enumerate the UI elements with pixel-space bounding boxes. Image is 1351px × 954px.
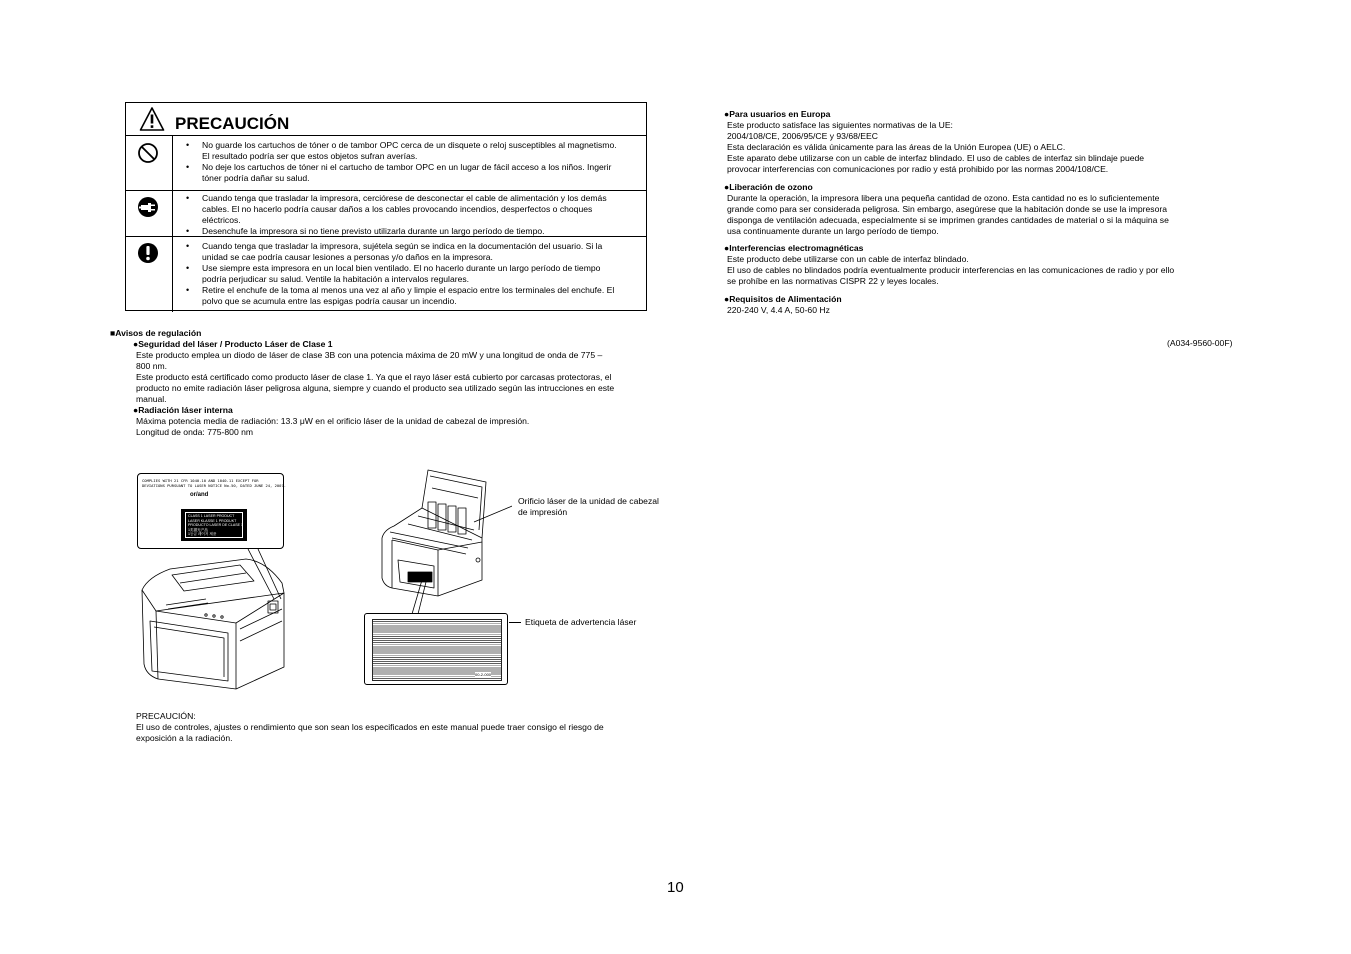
- caution-row-handling: [126, 237, 646, 312]
- emi-text: El uso de cables no blindados podría eventualmente producir interferencias en las comunicaciones de radio y por ello: [727, 265, 1175, 275]
- emi-text: se prohíbe en las normativas CISPR 22 y leyes locales.: [727, 276, 939, 286]
- ozone-heading: ●Liberación de ozono: [724, 182, 813, 192]
- list-item: • Use siempre esta impresora en un local bien ventilado. El no hacerlo durante un largo período de tiempo podría perjudicar su salud. Ventile la habitación a intervalos regulares.: [186, 263, 626, 285]
- eu-text: Esta declaración es válida únicamente para las áreas de la Unión Europea (UE) o AELC.: [727, 142, 1066, 152]
- class1-line: 1类激光产品: [188, 527, 208, 532]
- class1-line: CLASS 1 LASER PRODUCT: [188, 514, 235, 518]
- class1-line: PRODUCTO LASER DE CLASE 1: [188, 523, 244, 528]
- laser-safety-heading: ●Seguridad del láser / Producto Láser de Clase 1: [133, 339, 333, 349]
- eu-text: provocar interferencias con comunicaciones por radio y está prohibido por las normas 2004/108/CE.: [727, 164, 1109, 174]
- list-item: • No guarde los cartuchos de tóner o de tambor OPC cerca de un disquete o reloj susceptibles al magnetismo. El resultado podría ser que estos objetos sufran averías.: [186, 140, 626, 162]
- class1-line: 1등급 레이저 제품: [188, 532, 217, 537]
- exclamation-icon: [137, 242, 159, 264]
- compliance-text: DEVIATIONS PURSUANT TO LASER NOTICE No.50, DATED JUNE 24, 2007.: [142, 483, 287, 488]
- callout-leader: [509, 622, 521, 623]
- laser-text: manual.: [136, 394, 167, 404]
- internal-radiation-text: Longitud de onda: 775-800 nm: [136, 427, 254, 437]
- eu-heading: ●Para usuarios en Europa: [724, 109, 831, 119]
- list-item: • Retire el enchufe de la toma al menos una vez al año y limpie el espacio entre los terminales del enchufe. El polvo que se acumula entre las espigas podría causar un incendio.: [186, 285, 626, 307]
- power-text: 220-240 V, 4.4 A, 50-60 Hz: [727, 305, 830, 315]
- laser-text: 800 nm.: [136, 361, 168, 371]
- class1-label: [181, 509, 247, 541]
- caution-list: [186, 193, 626, 237]
- footer-caution-text: El uso de controles, ajustes o rendimiento que son sean los especificados en este manual puede traer consigo el riesgo de: [136, 722, 604, 732]
- caution-list: [186, 140, 626, 184]
- page-number: 10: [667, 879, 684, 896]
- printer-open-illustration: [378, 468, 512, 614]
- emi-text: Este producto debe utilizarse con un cable de interfaz blindado.: [727, 254, 969, 264]
- or-and-text: or/and: [190, 492, 209, 498]
- laser-text: Este producto está certificado como producto láser de clase 1. Ya que el rayo láser está cubierto por carcasas protectoras, el: [136, 372, 612, 382]
- power-heading: ●Requisitos de Alimentación: [724, 294, 842, 304]
- caution-row-storage: [126, 136, 646, 191]
- callout-orifice: de impresión: [518, 507, 568, 517]
- internal-radiation-heading: ●Radiación láser interna: [133, 405, 233, 415]
- caution-list: [186, 241, 626, 307]
- eu-text: Este aparato debe utilizarse con un cable de interfaz blindado. El uso de cables de interfaz sin blindaje puede: [727, 153, 1145, 163]
- internal-radiation-text: Máxima potencia media de radiación: 13.3 μW en el orificio láser de la unidad de cabezal de impresión.: [136, 416, 530, 426]
- list-item: • Cuando tenga que trasladar la impresora, cerciórese de desconectar el cable de alimentación y los demás cables. El no hacerlo podría causar daños a los cables provocando incendios, desperfectos o choques eléctricos.: [186, 193, 626, 226]
- ozone-text: Durante la operación, la impresora libera una pequeña cantidad de ozono. Esta cantidad no es lo suficientemente: [727, 193, 1160, 203]
- caution-title: PRECAUCIÓN: [175, 114, 290, 133]
- caution-box: [125, 102, 647, 311]
- document-code: (A034-9560-00F): [1167, 338, 1233, 348]
- compliance-text: COMPLIES WITH 21 CFR 1040.10 AND 1040.11 EXCEPT FOR: [142, 478, 259, 483]
- prohibition-icon: [137, 142, 159, 164]
- list-item: • Cuando tenga que trasladar la impresora, sujétela según se indica en la documentación del usuario. Si la unidad se cae podría causar lesiones a personas y/o daños en la impresora.: [186, 241, 626, 263]
- footer-caution-title: PRECAUCIÓN:: [136, 711, 196, 721]
- laser-text: producto no emite radiación láser peligrosa alguna, siempre y cuando el producto sea utilizado según las intrucciones en este: [136, 383, 615, 393]
- eu-text: Este producto satisface las siguientes normativas de la UE:: [727, 120, 953, 130]
- caution-row-unplug: [126, 191, 646, 237]
- class1-line: LASER KLASSE 1 PRODUKT: [188, 518, 237, 523]
- warning-code: 00-2-000: [475, 672, 492, 677]
- callout-orifice: Orificio láser de la unidad de cabezal: [518, 496, 659, 506]
- callout-warning-label: Etiqueta de advertencia láser: [525, 617, 637, 627]
- footer-caution-text: exposición a la radiación.: [136, 733, 233, 743]
- caution-header: [126, 103, 646, 136]
- laser-warning-label: [364, 613, 508, 685]
- compliance-label: [137, 473, 287, 549]
- ozone-text: grande como para ser considerada peligrosa. Sin embargo, asegúrese que la habitación donde se use la impresora: [727, 204, 1167, 214]
- warning-triangle-icon: [139, 106, 165, 132]
- list-item: • No deje los cartuchos de tóner ni el cartucho de tambor OPC en un lugar de fácil acceso a los niños. Ingerir tóner podría dañar su salud.: [186, 162, 626, 184]
- unplug-icon: [137, 196, 159, 218]
- list-item: • Desenchufe la impresora si no tiene previsto utilizarla durante un largo período de tiempo.: [186, 226, 626, 237]
- ozone-text: usa continuamente durante un largo período de tiempo.: [727, 226, 939, 236]
- laser-text: Este producto emplea un diodo de láser de clase 3B con una potencia máxima de 20 mW y una longitud de onda de 775 –: [136, 350, 603, 360]
- ozone-text: disponga de ventilación adecuada, especialmente si se imprimen grandes cantidades de material o si la máquina se: [727, 215, 1169, 225]
- printer-rear-illustration: [136, 549, 288, 691]
- emi-heading: ●Interferencias electromagnéticas: [724, 243, 864, 253]
- regulation-heading: ■Avisos de regulación: [110, 328, 202, 338]
- eu-text: 2004/108/CE, 2006/95/CE y 93/68/EEC: [727, 131, 878, 141]
